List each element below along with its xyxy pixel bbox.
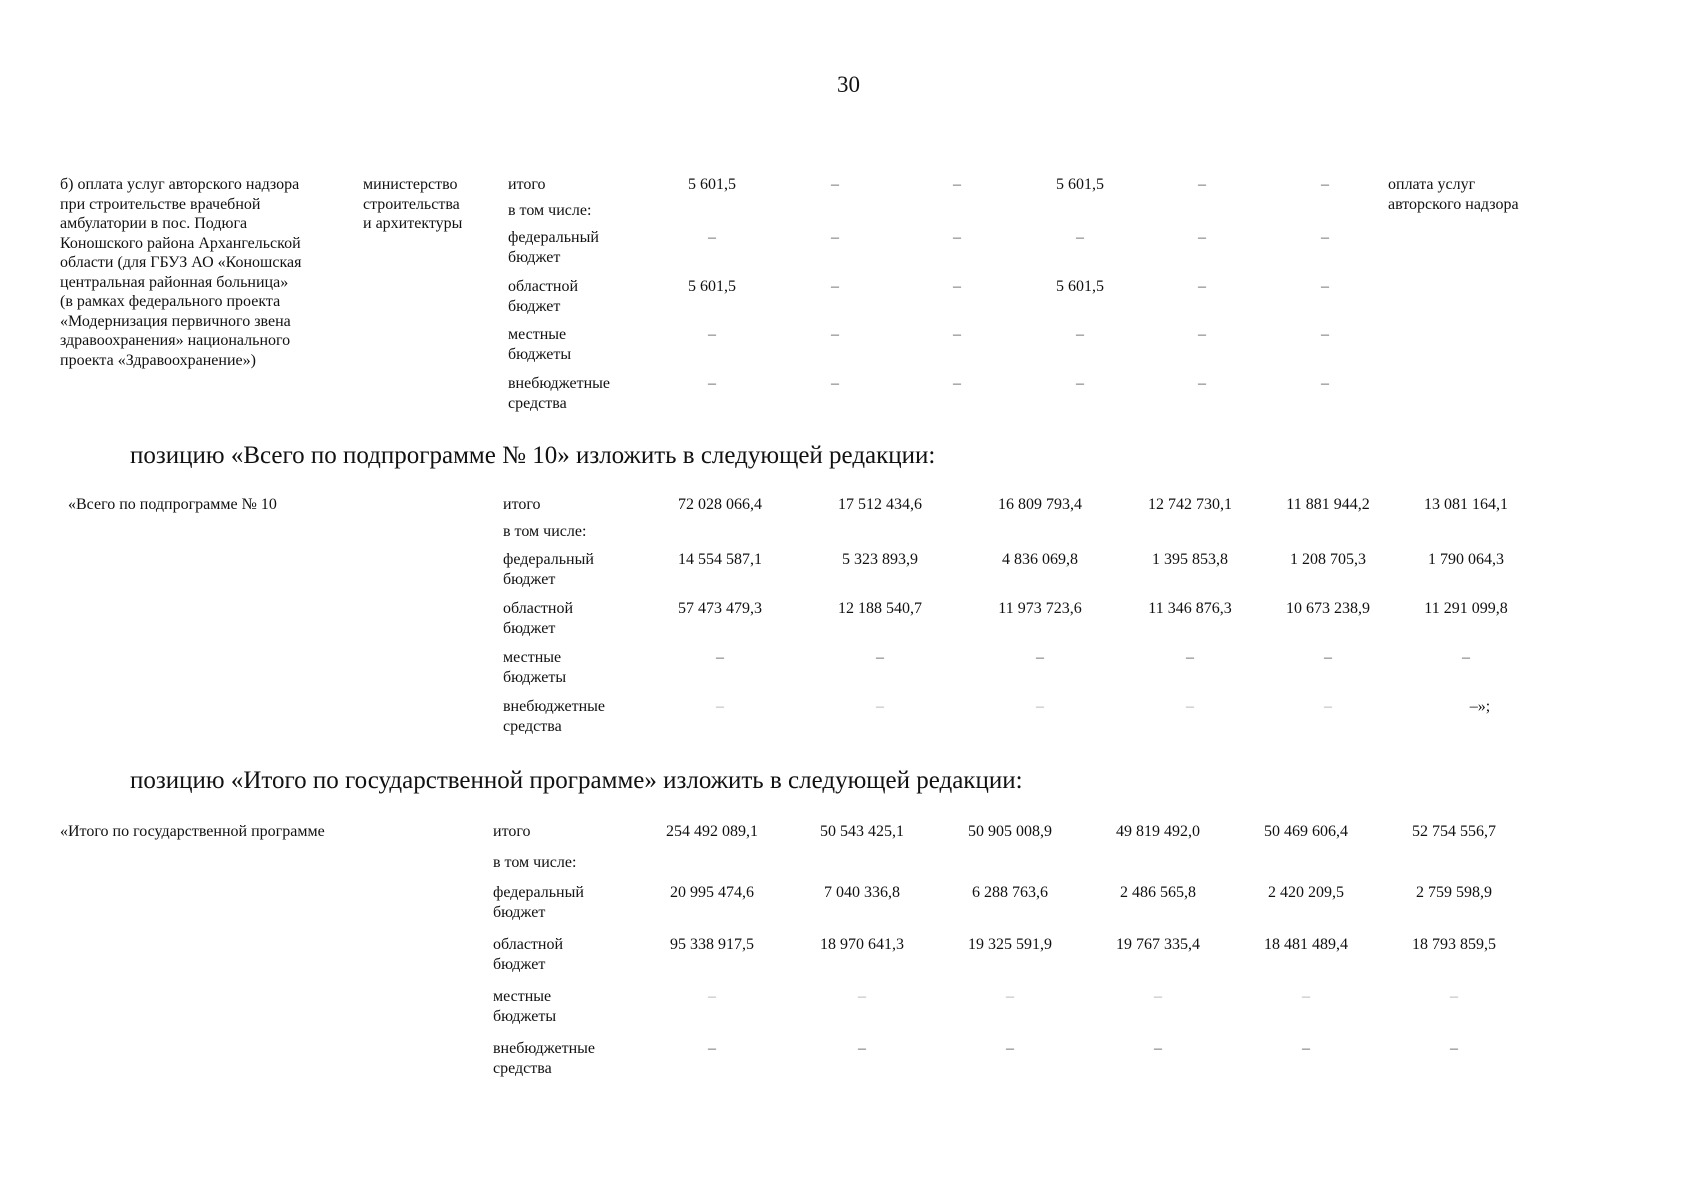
value-cell: – <box>953 229 961 246</box>
value-cell: 11 881 944,2 <box>1286 496 1370 513</box>
value-cell: 16 809 793,4 <box>998 496 1082 513</box>
subprogram-label-incl: в том числе: <box>503 523 587 540</box>
value-cell: 49 819 492,0 <box>1116 823 1200 840</box>
value-cell: – <box>1036 649 1044 666</box>
value-cell: 20 995 474,6 <box>670 884 754 901</box>
value-cell: – <box>831 176 839 193</box>
value-cell: – <box>1006 988 1014 1005</box>
value-cell: – <box>708 326 716 343</box>
row-label-regional: областной бюджет <box>508 278 579 315</box>
value-cell: – <box>831 375 839 392</box>
value-cell: – <box>1198 176 1206 193</box>
value-cell: – <box>953 326 961 343</box>
value-cell: 19 325 591,9 <box>968 936 1052 953</box>
program-label-itogo: итого <box>493 823 531 840</box>
value-cell: 57 473 479,3 <box>678 600 762 617</box>
row-executor: министерство строительства и архитектуры <box>363 176 463 232</box>
value-cell: – <box>1186 649 1194 666</box>
row-description: б) оплата услуг авторского надзора при строительстве врачебной амбулатории в пос. Подюга Коношского района Архангельской области (для ГБУЗ АО «Коношская центральная районная больница» (в рамках федерального проекта «Модернизация первичного звена здравоохранения» национального проекта «Здравоохранение») <box>60 176 302 369</box>
value-cell: – <box>1321 375 1329 392</box>
value-cell: 4 836 069,8 <box>1002 551 1078 568</box>
value-cell: – <box>1198 278 1206 295</box>
value-cell: 11 291 099,8 <box>1424 600 1508 617</box>
row-label-local: местные бюджеты <box>508 326 572 363</box>
value-cell: – <box>831 229 839 246</box>
value-cell: 2 759 598,9 <box>1416 884 1492 901</box>
value-cell: 6 288 763,6 <box>972 884 1048 901</box>
value-cell: 1 395 853,8 <box>1152 551 1228 568</box>
program-label-offbudget: внебюджетные средства <box>493 1040 595 1077</box>
program-label-regional: областной бюджет <box>493 936 564 973</box>
value-cell: – <box>1198 326 1206 343</box>
value-cell: – <box>953 176 961 193</box>
value-cell: – <box>1076 375 1084 392</box>
value-cell: 19 767 335,4 <box>1116 936 1200 953</box>
program-label-federal: федеральный бюджет <box>493 884 584 921</box>
value-cell: 50 543 425,1 <box>820 823 904 840</box>
value-cell: – <box>1198 229 1206 246</box>
value-cell: 10 673 238,9 <box>1286 600 1370 617</box>
value-cell: – <box>1324 698 1332 715</box>
value-cell: – <box>716 649 724 666</box>
row-label-offbudget: внебюджетные средства <box>508 375 610 412</box>
value-cell: – <box>1198 375 1206 392</box>
value-cell: – <box>716 698 724 715</box>
value-cell: – <box>1324 649 1332 666</box>
value-cell: – <box>831 278 839 295</box>
heading-program: позицию «Итого по государственной программе» изложить в следующей редакции: <box>130 767 1023 794</box>
value-cell: – <box>1450 1040 1458 1057</box>
value-cell: 2 486 565,8 <box>1120 884 1196 901</box>
value-cell: 95 338 917,5 <box>670 936 754 953</box>
page-number: 30 <box>837 72 860 97</box>
value-cell: – <box>1321 326 1329 343</box>
value-cell: – <box>708 988 716 1005</box>
value-cell: – <box>1036 698 1044 715</box>
value-cell: – <box>708 229 716 246</box>
value-cell: 11 346 876,3 <box>1148 600 1232 617</box>
row-label-itogo: итого <box>508 176 546 193</box>
value-cell: – <box>876 698 884 715</box>
value-cell: 1 790 064,3 <box>1428 551 1504 568</box>
value-cell: – <box>1302 1040 1310 1057</box>
value-cell: – <box>708 1040 716 1057</box>
value-cell: – <box>858 988 866 1005</box>
subprogram-title: «Всего по подпрограмме № 10 <box>68 496 277 513</box>
value-cell: 17 512 434,6 <box>838 496 922 513</box>
value-cell: 18 793 859,5 <box>1412 936 1496 953</box>
value-cell: 5 601,5 <box>688 278 736 295</box>
value-cell: – <box>1321 278 1329 295</box>
subprogram-label-local: местные бюджеты <box>503 649 567 686</box>
value-cell: 5 601,5 <box>1056 278 1104 295</box>
value-cell: 11 973 723,6 <box>998 600 1082 617</box>
value-cell: 50 905 008,9 <box>968 823 1052 840</box>
program-label-local: местные бюджеты <box>493 988 557 1025</box>
value-cell: – <box>708 375 716 392</box>
value-cell: 5 323 893,9 <box>842 551 918 568</box>
value-cell: 1 208 705,3 <box>1290 551 1366 568</box>
value-cell: – <box>953 375 961 392</box>
value-cell: – <box>1302 988 1310 1005</box>
value-cell: –»; <box>1469 698 1491 715</box>
value-cell: – <box>1186 698 1194 715</box>
value-cell: 14 554 587,1 <box>678 551 762 568</box>
value-cell: – <box>858 1040 866 1057</box>
subprogram-label-itogo: итого <box>503 496 541 513</box>
value-cell: – <box>1321 176 1329 193</box>
value-cell: 13 081 164,1 <box>1424 496 1508 513</box>
value-cell: – <box>953 278 961 295</box>
value-cell: – <box>1462 649 1470 666</box>
value-cell: 254 492 089,1 <box>666 823 758 840</box>
value-cell: – <box>1076 326 1084 343</box>
value-cell: – <box>1154 988 1162 1005</box>
subprogram-label-federal: федеральный бюджет <box>503 551 594 588</box>
value-cell: 72 028 066,4 <box>678 496 762 513</box>
value-cell: 7 040 336,8 <box>824 884 900 901</box>
value-cell: 2 420 209,5 <box>1268 884 1344 901</box>
value-cell: – <box>1450 988 1458 1005</box>
heading-subprogram: позицию «Всего по подпрограмме № 10» изложить в следующей редакции: <box>130 442 936 469</box>
row-result: оплата услуг авторского надзора <box>1388 176 1519 213</box>
value-cell: – <box>1321 229 1329 246</box>
value-cell: 5 601,5 <box>688 176 736 193</box>
value-cell: – <box>1154 1040 1162 1057</box>
value-cell: – <box>1076 229 1084 246</box>
value-cell: – <box>876 649 884 666</box>
subprogram-label-offbudget: внебюджетные средства <box>503 698 605 735</box>
program-title: «Итого по государственной программе <box>60 823 325 840</box>
value-cell: 52 754 556,7 <box>1412 823 1496 840</box>
value-cell: 18 970 641,3 <box>820 936 904 953</box>
value-cell: 5 601,5 <box>1056 176 1104 193</box>
value-cell: – <box>1006 1040 1014 1057</box>
subprogram-label-regional: областной бюджет <box>503 600 574 637</box>
value-cell: 18 481 489,4 <box>1264 936 1348 953</box>
value-cell: 12 742 730,1 <box>1148 496 1232 513</box>
row-label-incl: в том числе: <box>508 202 592 219</box>
row-label-federal: федеральный бюджет <box>508 229 599 266</box>
program-label-incl: в том числе: <box>493 854 577 871</box>
value-cell: – <box>831 326 839 343</box>
value-cell: 12 188 540,7 <box>838 600 922 617</box>
value-cell: 50 469 606,4 <box>1264 823 1348 840</box>
